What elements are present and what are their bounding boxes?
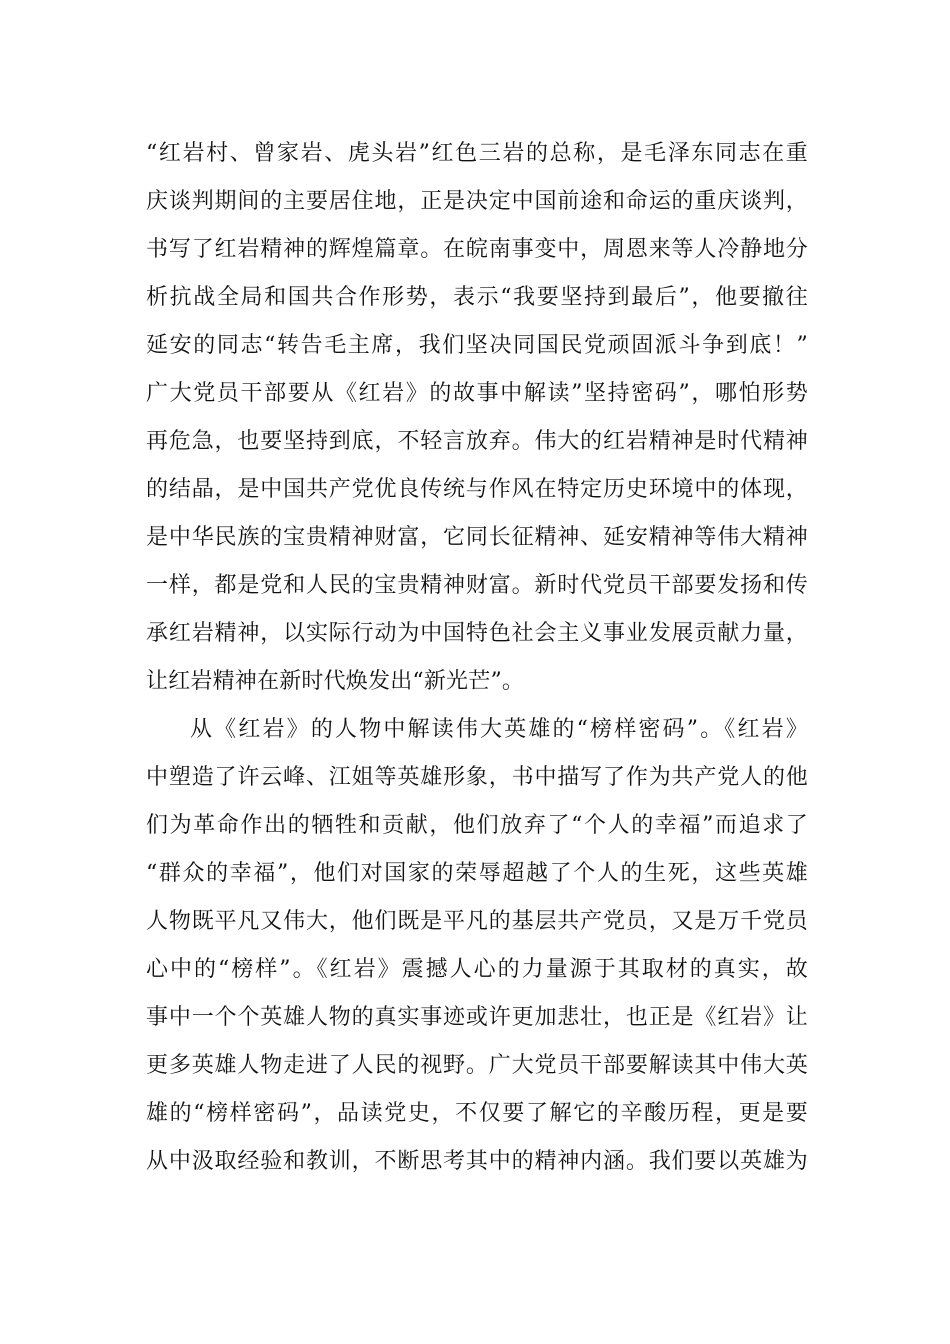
text-line: 广大党员干部要从《红岩》的故事中解读”坚持密码”，哪怕形势: [146, 381, 808, 406]
text-line: 中塑造了许云峰、江姐等英雄形象，书中描写了作为共产党人的他: [146, 765, 808, 790]
text-line: 再危急，也要坚持到底，不轻言放弃。伟大的红岩精神是时代精神: [146, 429, 808, 454]
text-line: 庆谈判期间的主要居住地，正是决定中国前途和命运的重庆谈判，: [146, 189, 808, 214]
text-line: “群众的幸福”，他们对国家的荣辱超越了个人的生死，这些英雄: [146, 861, 808, 886]
paragraph-end-line: 让红岩精神在新时代焕发出“新光芒”。: [146, 669, 525, 694]
body-text: [146, 130, 808, 1186]
text-line: 承红岩精神，以实际行动为中国特色社会主义事业发展贡献力量，: [146, 621, 808, 646]
text-line: 延安的同志“转告毛主席，我们坚决同国民党顽固派斗争到底！”: [146, 333, 808, 358]
text-line: 更多英雄人物走进了人民的视野。广大党员干部要解读其中伟大英: [146, 1053, 808, 1078]
text-line: 从中汲取经验和教训，不断思考其中的精神内涵。我们要以英雄为: [146, 1149, 808, 1174]
paragraph-first-line: 从《红岩》的人物中解读伟大英雄的“榜样密码”。《红岩》: [190, 717, 808, 742]
text-line: 析抗战全局和国共合作形势，表示“我要坚持到最后”，他要撤往: [146, 285, 808, 310]
text-line: 是中华民族的宝贵精神财富，它同长征精神、延安精神等伟大精神: [146, 525, 808, 550]
text-line: 一样，都是党和人民的宝贵精神财富。新时代党员干部要发扬和传: [146, 573, 808, 598]
text-line: 事中一个个英雄人物的真实事迹或许更加悲壮，也正是《红岩》让: [146, 1005, 808, 1030]
text-line: 人物既平凡又伟大，他们既是平凡的基层共产党员，又是万千党员: [146, 909, 808, 934]
text-line: 雄的“榜样密码”，品读党史，不仅要了解它的辛酸历程，更是要: [146, 1101, 808, 1126]
text-line: “红岩村、曾家岩、虎头岩”红色三岩的总称，是毛泽东同志在重: [146, 141, 808, 166]
text-line: 们为革命作出的牺牲和贡献，他们放弃了“个人的幸福”而追求了: [146, 813, 808, 838]
text-line: 心中的“榜样”。《红岩》震撼人心的力量源于其取材的真实，故: [146, 957, 808, 982]
text-line: 的结晶，是中国共产党优良传统与作风在特定历史环境中的体现，: [146, 477, 808, 502]
text-line: 书写了红岩精神的辉煌篇章。在皖南事变中，周恩来等人冷静地分: [146, 237, 808, 262]
